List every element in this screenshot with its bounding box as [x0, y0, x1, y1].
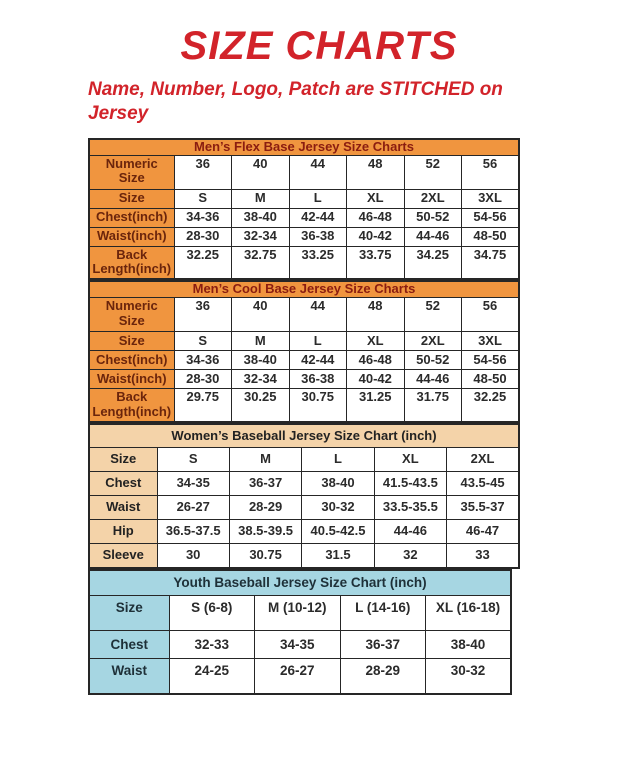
row-value: 54-56: [462, 351, 520, 370]
row-value: L (14-16): [340, 596, 426, 631]
row-value: 30.75: [229, 544, 301, 569]
row-value: 34.75: [462, 246, 520, 279]
row-value: 30.25: [232, 389, 290, 422]
row-value: 38-40: [232, 208, 290, 227]
row-value: 48-50: [462, 370, 520, 389]
table-title-row: [89, 139, 519, 156]
row-value: 40.5-42.5: [302, 520, 374, 544]
row-value: 35.5-37: [447, 496, 519, 520]
table-row: [89, 389, 519, 422]
row-value: 28-30: [174, 227, 232, 246]
row-value: 52: [404, 155, 462, 189]
row-value: M: [232, 189, 290, 208]
row-value: 48: [347, 298, 405, 332]
row-value: 34-36: [174, 208, 232, 227]
row-value: 30: [157, 544, 229, 569]
table-row: [89, 631, 511, 659]
page-title: SIZE CHARTS: [180, 24, 458, 68]
row-value: M: [232, 332, 290, 351]
row-value: 46-47: [447, 520, 519, 544]
table-row: [89, 659, 511, 695]
row-label: Waist(inch): [89, 227, 174, 246]
table-row: [89, 370, 519, 389]
row-value: 29.75: [174, 389, 232, 422]
row-value: 46-48: [347, 208, 405, 227]
row-value: 28-30: [174, 370, 232, 389]
row-label: Chest(inch): [89, 351, 174, 370]
row-value: S: [174, 332, 232, 351]
row-value: 32-33: [169, 631, 255, 659]
row-label: Sleeve: [89, 544, 157, 569]
row-value: 31.5: [302, 544, 374, 569]
row-value: 50-52: [404, 351, 462, 370]
row-value: L: [289, 189, 347, 208]
row-label: Numeric Size: [89, 298, 174, 332]
row-value: 46-48: [347, 351, 405, 370]
row-label: Size: [89, 332, 174, 351]
row-value: 42-44: [289, 208, 347, 227]
row-value: 30-32: [426, 659, 512, 695]
row-value: 31.75: [404, 389, 462, 422]
mens-flex-size-table: [88, 138, 520, 281]
row-value: L: [289, 332, 347, 351]
row-value: 40: [232, 155, 290, 189]
row-label: Chest: [89, 472, 157, 496]
row-value: 38-40: [426, 631, 512, 659]
row-value: 40-42: [347, 370, 405, 389]
table-row: [89, 189, 519, 208]
row-value: 33: [447, 544, 519, 569]
page-subtitle: Name, Number, Logo, Patch are STITCHED on Jersey: [88, 79, 503, 124]
size-charts: [0, 138, 638, 696]
row-value: 30-32: [302, 496, 374, 520]
size-charts-page: [0, 24, 638, 774]
table-title-row: [89, 424, 519, 448]
row-value: 33.75: [347, 246, 405, 279]
table-row: [89, 496, 519, 520]
row-value: S: [157, 448, 229, 472]
row-label: Size: [89, 189, 174, 208]
mens-cool-table-title: Men’s Cool Base Jersey Size Charts: [89, 281, 519, 298]
row-value: 36: [174, 155, 232, 189]
row-value: 50-52: [404, 208, 462, 227]
table-title-row: [89, 570, 511, 596]
row-label: Chest: [89, 631, 169, 659]
row-value: 38-40: [232, 351, 290, 370]
row-value: 34.25: [404, 246, 462, 279]
womens-table-title: Women’s Baseball Jersey Size Chart (inch): [89, 424, 519, 448]
row-label: Waist: [89, 659, 169, 695]
mens-cool-size-table: [88, 280, 520, 423]
row-value: 3XL: [462, 189, 520, 208]
row-value: 32-34: [232, 227, 290, 246]
row-value: 36-38: [289, 227, 347, 246]
row-value: 32: [374, 544, 446, 569]
row-value: XL: [374, 448, 446, 472]
row-value: 32.25: [462, 389, 520, 422]
row-value: 28-29: [229, 496, 301, 520]
row-value: 36.5-37.5: [157, 520, 229, 544]
row-value: 44-46: [404, 227, 462, 246]
row-label: Chest(inch): [89, 208, 174, 227]
row-value: 36-38: [289, 370, 347, 389]
womens-size-table: [88, 423, 520, 569]
row-value: 31.25: [347, 389, 405, 422]
row-value: 32.25: [174, 246, 232, 279]
row-value: M: [229, 448, 301, 472]
row-value: S (6-8): [169, 596, 255, 631]
row-value: 38.5-39.5: [229, 520, 301, 544]
row-value: 43.5-45: [447, 472, 519, 496]
row-value: 44-46: [404, 370, 462, 389]
row-value: 56: [462, 155, 520, 189]
row-value: XL: [347, 332, 405, 351]
mens-flex-table-title: Men’s Flex Base Jersey Size Charts: [89, 139, 519, 156]
row-value: XL (16-18): [426, 596, 512, 631]
row-label: Waist: [89, 496, 157, 520]
youth-size-table: [88, 569, 512, 695]
row-value: 40-42: [347, 227, 405, 246]
table-row: [89, 472, 519, 496]
table-title-row: [89, 281, 519, 298]
row-value: 41.5-43.5: [374, 472, 446, 496]
row-value: M (10-12): [255, 596, 341, 631]
row-value: 34-35: [255, 631, 341, 659]
row-value: 33.5-35.5: [374, 496, 446, 520]
table-row: [89, 208, 519, 227]
row-value: 2XL: [404, 332, 462, 351]
table-row: [89, 332, 519, 351]
table-row: [89, 520, 519, 544]
row-value: 38-40: [302, 472, 374, 496]
row-label: Back Length(inch): [89, 246, 174, 279]
table-row: [89, 298, 519, 332]
row-value: 36-37: [340, 631, 426, 659]
row-value: 56: [462, 298, 520, 332]
table-row: [89, 544, 519, 569]
row-value: 44: [289, 155, 347, 189]
row-value: 26-27: [255, 659, 341, 695]
row-value: 48: [347, 155, 405, 189]
row-value: S: [174, 189, 232, 208]
row-value: 48-50: [462, 227, 520, 246]
row-value: 44-46: [374, 520, 446, 544]
row-value: 36-37: [229, 472, 301, 496]
row-value: 52: [404, 298, 462, 332]
row-value: 2XL: [447, 448, 519, 472]
row-label: Size: [89, 448, 157, 472]
row-value: XL: [347, 189, 405, 208]
table-row: [89, 596, 511, 631]
row-value: 32-34: [232, 370, 290, 389]
row-value: 42-44: [289, 351, 347, 370]
row-label: Numeric Size: [89, 155, 174, 189]
youth-table-title: Youth Baseball Jersey Size Chart (inch): [89, 570, 511, 596]
table-row: [89, 448, 519, 472]
table-row: [89, 351, 519, 370]
row-value: 44: [289, 298, 347, 332]
row-value: 34-36: [174, 351, 232, 370]
row-value: 36: [174, 298, 232, 332]
row-value: 32.75: [232, 246, 290, 279]
row-value: L: [302, 448, 374, 472]
row-value: 26-27: [157, 496, 229, 520]
row-label: Size: [89, 596, 169, 631]
row-value: 34-35: [157, 472, 229, 496]
table-row: [89, 227, 519, 246]
row-value: 28-29: [340, 659, 426, 695]
row-value: 40: [232, 298, 290, 332]
row-value: 30.75: [289, 389, 347, 422]
row-value: 3XL: [462, 332, 520, 351]
table-row: [89, 155, 519, 189]
row-label: Waist(inch): [89, 370, 174, 389]
row-label: Back Length(inch): [89, 389, 174, 422]
row-value: 54-56: [462, 208, 520, 227]
row-value: 24-25: [169, 659, 255, 695]
table-row: [89, 246, 519, 279]
row-label: Hip: [89, 520, 157, 544]
row-value: 33.25: [289, 246, 347, 279]
row-value: 2XL: [404, 189, 462, 208]
